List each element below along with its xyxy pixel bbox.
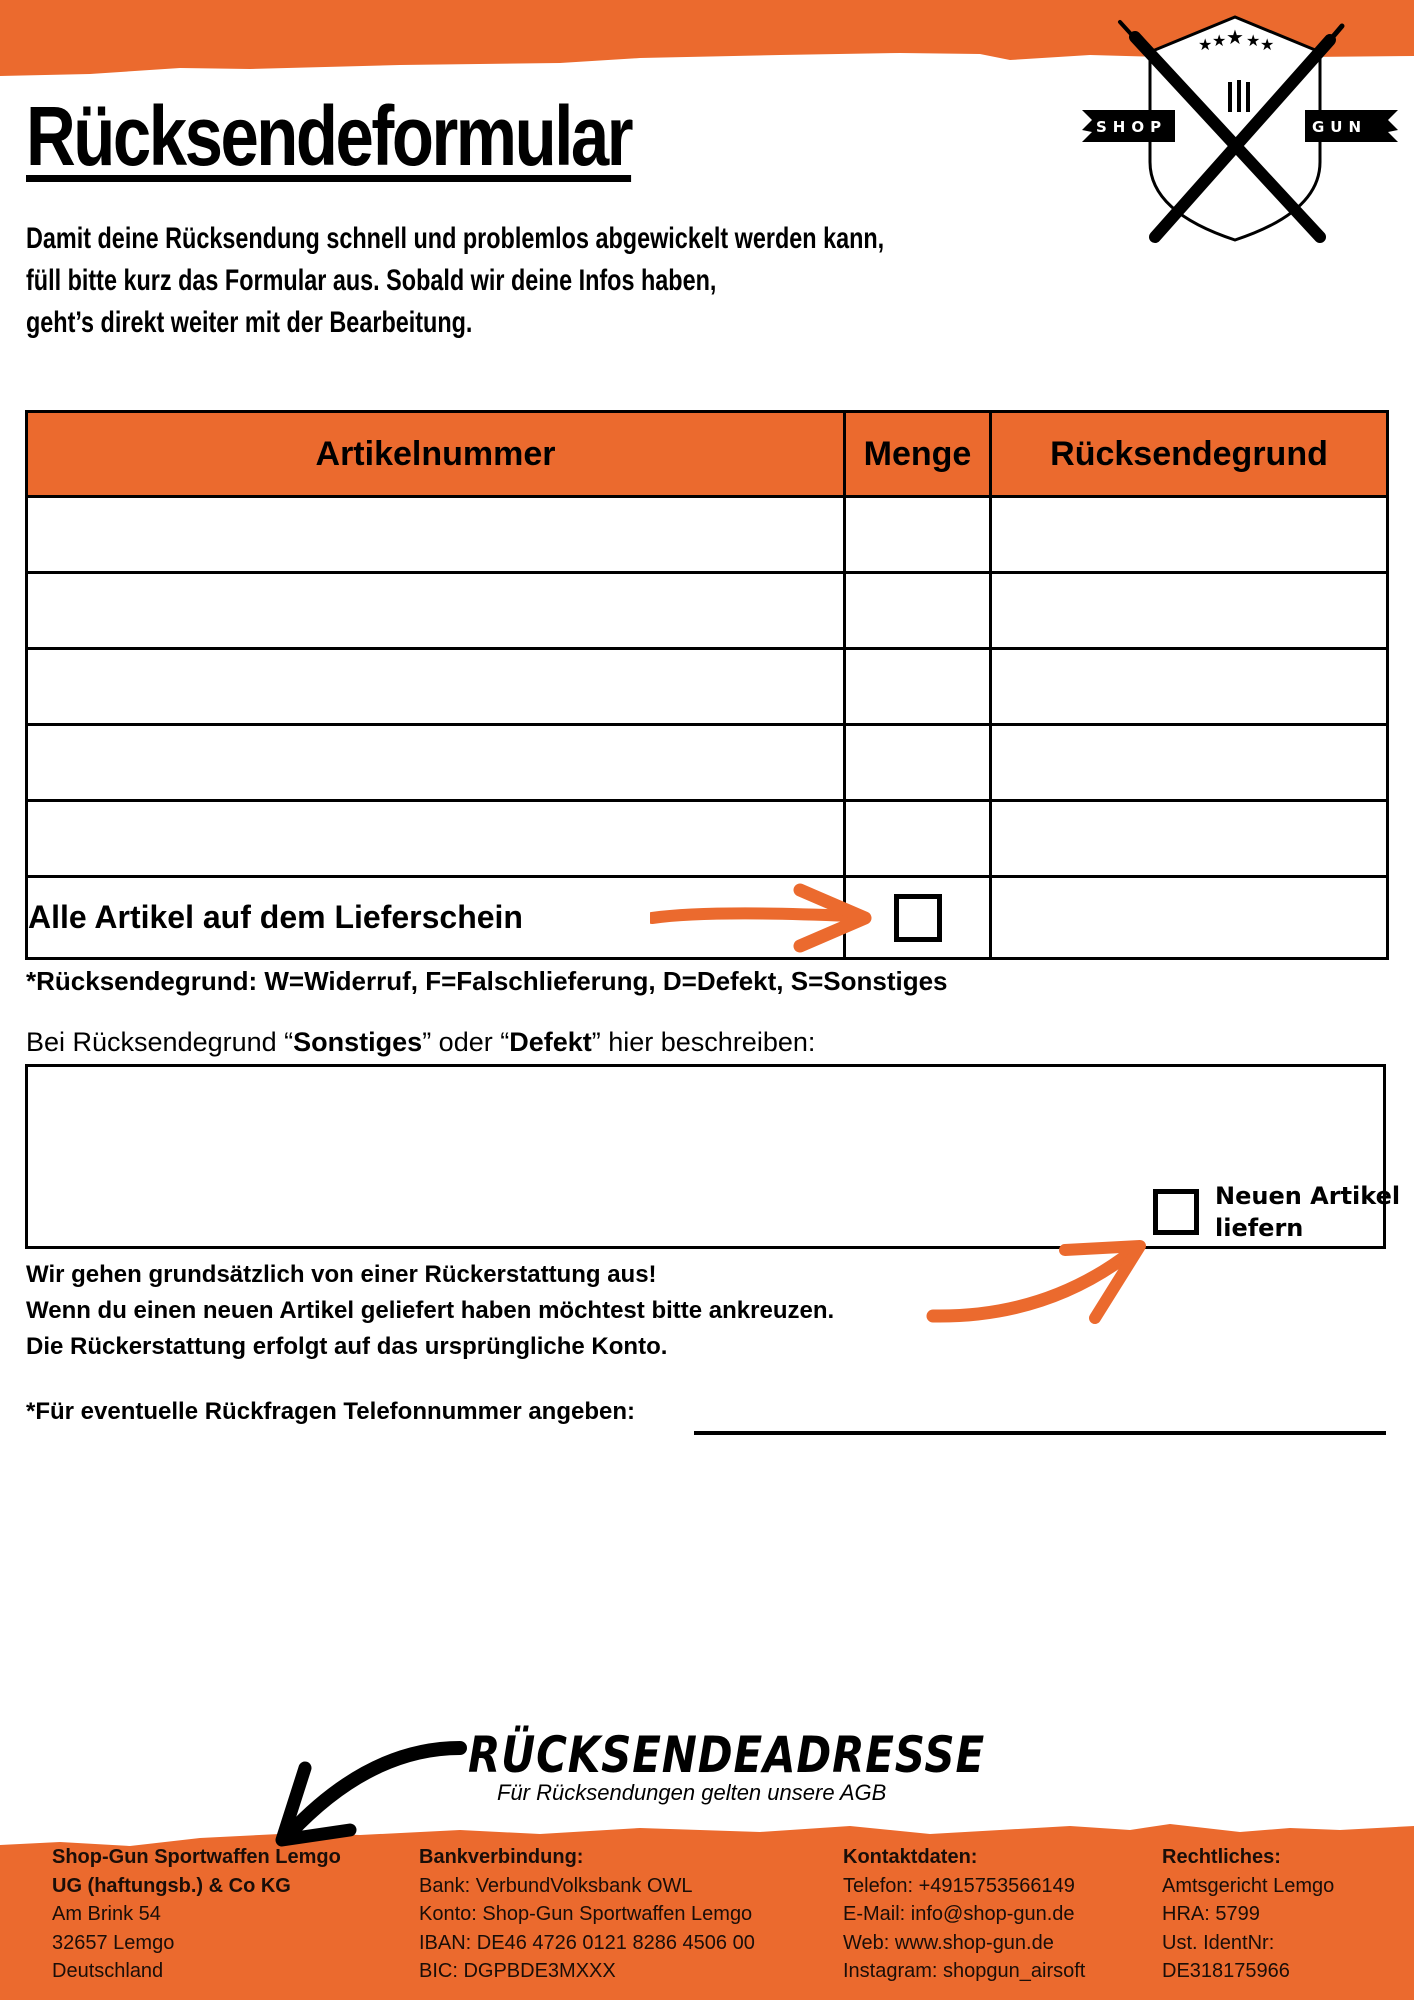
- column-header-quantity: Menge: [845, 412, 991, 497]
- svg-text:★: ★: [1198, 35, 1213, 54]
- new-item-label-line: liefern: [1215, 1214, 1304, 1242]
- note-line: Die Rückerstattung erfolgt auf das ursprüngliche Konto.: [26, 1333, 668, 1360]
- table-row: [27, 725, 1388, 801]
- return-reason-cell[interactable]: [991, 573, 1388, 649]
- return-reason-cell[interactable]: [991, 649, 1388, 725]
- shop-gun-logo-icon: [1080, 12, 1400, 248]
- table-row: [27, 497, 1388, 573]
- company-name: Shop-Gun Sportwaffen Lemgo: [52, 1846, 341, 1868]
- company-legal-form: UG (haftungsb.) & Co KG: [52, 1874, 291, 1897]
- all-items-label: Alle Artikel auf dem Lieferschein: [27, 877, 845, 959]
- article-number-cell[interactable]: [27, 649, 845, 725]
- intro-line: Damit deine Rücksendung schnell und problemlos abgewickelt werden kann,: [26, 222, 885, 255]
- contact-instagram: Instagram: shopgun_airsoft: [843, 1960, 1086, 1982]
- contact-email[interactable]: E-Mail: info@shop-gun.de: [843, 1903, 1075, 1925]
- company-country: Deutschland: [52, 1960, 164, 1982]
- article-number-cell[interactable]: [27, 497, 845, 573]
- footer-company: [52, 1843, 341, 1986]
- footer-contact: [843, 1843, 1085, 1986]
- describe-middle: ” oder “: [422, 1027, 510, 1057]
- return-reason-cell[interactable]: [991, 801, 1388, 877]
- bank-line: Konto: Shop-Gun Sportwaffen Lemgo: [419, 1903, 753, 1925]
- new-item-checkbox[interactable]: [1153, 1189, 1199, 1235]
- return-reason-cell[interactable]: [991, 725, 1388, 801]
- return-reason-legend: *Rücksendegrund: W=Widerruf, F=Falschlieferung, D=Defekt, S=Sonstiges: [26, 966, 948, 996]
- legal-line: Ust. IdentNr:: [1162, 1931, 1275, 1954]
- article-number-cell[interactable]: [27, 725, 845, 801]
- legal-line: Amtsgericht Lemgo: [1162, 1874, 1335, 1897]
- quantity-cell[interactable]: [845, 573, 991, 649]
- table-row: [27, 801, 1388, 877]
- footer-legal: [1162, 1843, 1334, 1986]
- new-item-label: [1215, 1180, 1400, 1244]
- company-street: Am Brink 54: [52, 1903, 161, 1925]
- return-address-subheading: Für Rücksendungen gelten unsere AGB: [497, 1780, 887, 1805]
- table-row: [27, 649, 1388, 725]
- legal-line: DE318175966: [1162, 1960, 1290, 1982]
- quantity-cell[interactable]: [845, 649, 991, 725]
- footer-bank: [419, 1843, 755, 1986]
- bank-line: BIC: DGPBDE3MXXX: [419, 1960, 616, 1982]
- describe-option-defect: Defekt: [509, 1027, 592, 1057]
- contact-phone: Telefon: +4915753566149: [843, 1874, 1075, 1897]
- intro-line: geht’s direkt weiter mit der Bearbeitung.: [26, 306, 473, 339]
- all-items-reason-cell[interactable]: [991, 877, 1388, 959]
- svg-text:GUN: GUN: [1312, 118, 1368, 136]
- legal-line: HRA: 5799: [1162, 1903, 1260, 1925]
- return-reason-cell[interactable]: [991, 497, 1388, 573]
- page-title: Rücksendeformular: [26, 89, 632, 183]
- describe-suffix: ” hier beschreiben:: [591, 1027, 816, 1057]
- table-header-row: [27, 412, 1388, 497]
- company-city: 32657 Lemgo: [52, 1931, 175, 1954]
- article-number-cell[interactable]: [27, 573, 845, 649]
- describe-option-other: Sonstiges: [293, 1027, 423, 1057]
- all-items-checkbox[interactable]: [894, 894, 942, 942]
- new-item-label-line: Neuen Artikel: [1215, 1182, 1401, 1210]
- orange-curved-arrow-icon: [925, 1238, 1150, 1333]
- phone-input-line[interactable]: [694, 1431, 1386, 1435]
- column-header-article-number: Artikelnummer: [27, 412, 845, 497]
- phone-label: *Für eventuelle Rückfragen Telefonnummer angeben:: [26, 1398, 636, 1425]
- column-header-return-reason: Rücksendegrund: [991, 412, 1388, 497]
- quantity-cell[interactable]: [845, 725, 991, 801]
- svg-text:★: ★: [1260, 35, 1275, 54]
- black-brush-arrow-icon: [270, 1738, 470, 1848]
- svg-text:★: ★: [1226, 25, 1244, 49]
- quantity-cell[interactable]: [845, 497, 991, 573]
- svg-text:★: ★: [1246, 31, 1261, 50]
- return-items-table: [25, 410, 1389, 960]
- bank-heading: Bankverbindung:: [419, 1846, 584, 1868]
- note-line: Wenn du einen neuen Artikel geliefert haben möchtest bitte ankreuzen.: [26, 1297, 835, 1324]
- intro-text: [26, 218, 884, 344]
- article-number-cell[interactable]: [27, 801, 845, 877]
- orange-arrow-right-icon: [650, 882, 875, 954]
- contact-heading: Kontaktdaten:: [843, 1846, 978, 1868]
- bank-line: IBAN: DE46 4726 0121 8286 4506 00: [419, 1931, 755, 1954]
- quantity-cell[interactable]: [845, 801, 991, 877]
- describe-instruction: [26, 1027, 815, 1058]
- contact-web[interactable]: Web: www.shop-gun.de: [843, 1931, 1054, 1954]
- return-address-heading: RÜCKSENDEADRESSE: [468, 1726, 985, 1784]
- svg-text:★: ★: [1212, 31, 1227, 50]
- legal-heading: Rechtliches:: [1162, 1846, 1281, 1868]
- describe-prefix: Bei Rücksendegrund “: [26, 1027, 294, 1057]
- bank-line: Bank: VerbundVolksbank OWL: [419, 1874, 693, 1897]
- intro-line: füll bitte kurz das Formular aus. Sobald wir deine Infos haben,: [26, 264, 717, 297]
- note-line: Wir gehen grundsätzlich von einer Rückerstattung aus!: [26, 1261, 657, 1288]
- refund-notes: [26, 1257, 834, 1365]
- svg-text:SHOP: SHOP: [1096, 118, 1168, 136]
- table-row: [27, 573, 1388, 649]
